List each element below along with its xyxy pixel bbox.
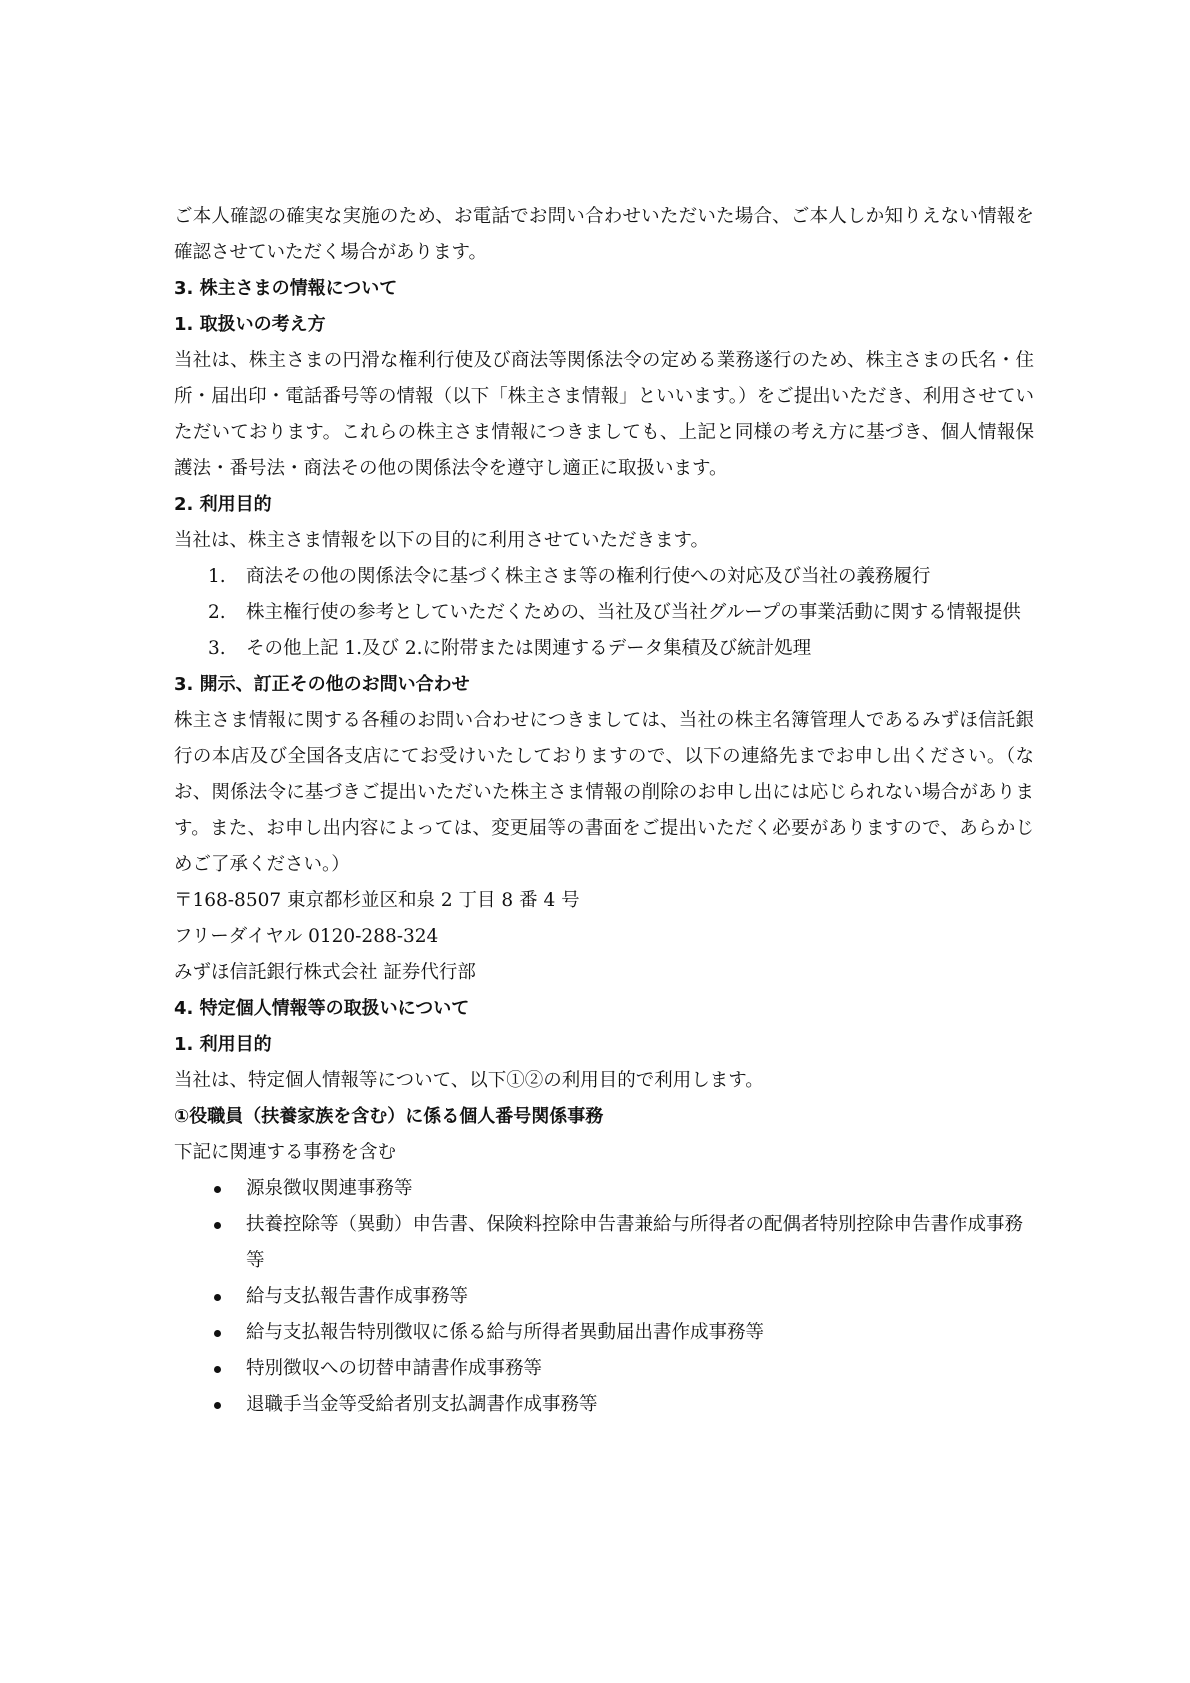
section3-title: 3. 株主さまの情報について [174, 278, 398, 299]
bullet-icon [214, 1222, 221, 1229]
section4-item1-note: 下記に関連する事務を含む [174, 1142, 397, 1163]
purpose-item [174, 559, 1034, 595]
purpose-item [174, 631, 1034, 667]
section3-sub2-text: 当社は、株主さま情報を以下の目的に利用させていただきます。 [174, 530, 710, 551]
bullet-icon [214, 1402, 221, 1409]
section3-sub3-title: 3. 開示、訂正その他のお問い合わせ [174, 674, 470, 695]
bullet-icon [214, 1366, 221, 1373]
duty-text: 特別徴収への切替申請書作成事務等 [246, 1358, 543, 1379]
contact-company: みずほ信託銀行株式会社 証券代行部 [174, 962, 476, 983]
section3-sub2-title: 2. 利用目的 [174, 494, 272, 515]
section4-title: 4. 特定個人情報等の取扱いについて [174, 998, 470, 1019]
section3-sub1-text: 当社は、株主さまの円滑な権利行使及び商法等関係法令の定める業務遂行のため、株主さまの氏名・住所・届出印・電話番号等の情報（以下「株主さま情報」といいます。）をご提出いただき、利用させていただいております。これらの株主さま情報につきましても、上記と同様の考え方に基づき、個人情報保護法・番号法・商法その他の関係法令を遵守し適正に取扱います。 [174, 350, 1034, 479]
duty-list [174, 1171, 1034, 1423]
bullet-icon [214, 1294, 221, 1301]
duty-item [174, 1351, 1034, 1387]
contact-phone: フリーダイヤル 0120-288-324 [174, 926, 439, 947]
duty-text: 給与支払報告書作成事務等 [246, 1286, 469, 1307]
duty-text: 退職手当金等受給者別支払調書作成事務等 [246, 1394, 598, 1415]
section4-sub1-title: 1. 利用目的 [174, 1034, 272, 1055]
purpose-text: その他上記 1.及び 2.に附帯または関連するデータ集積及び統計処理 [246, 638, 812, 659]
document-page [174, 199, 1034, 1423]
duty-item [174, 1171, 1034, 1207]
duty-item [174, 1207, 1034, 1279]
contact-address: 〒168-8507 東京都杉並区和泉 2 丁目 8 番 4 号 [174, 890, 580, 911]
duty-item [174, 1387, 1034, 1423]
bullet-icon [214, 1330, 221, 1337]
duty-item [174, 1279, 1034, 1315]
purpose-text: 商法その他の関係法令に基づく株主さま等の権利行使への対応及び当社の義務履行 [246, 566, 931, 587]
duty-text: 源泉徴収関連事務等 [246, 1178, 413, 1199]
bullet-icon [214, 1186, 221, 1193]
duty-item [174, 1315, 1034, 1351]
purpose-number: 2. [208, 602, 226, 623]
purpose-text: 株主権行使の参考としていただくための、当社及び当社グループの事業活動に関する情報提供 [246, 602, 1021, 623]
section3-sub3-text: 株主さま情報に関する各種のお問い合わせにつきましては、当社の株主名簿管理人であるみずほ信託銀行の本店及び全国各支店にてお受けいたしておりますので、以下の連絡先までお申し出ください。（なお、関係法令に基づきご提出いただいた株主さま情報の削除のお申し出には応じられない場合があります。また、お申し出内容によっては、変更届等の書面をご提出いただく必要がありますので、あらかじめご了承ください。） [174, 710, 1034, 875]
intro-paragraph: ご本人確認の確実な実施のため、お電話でお問い合わせいただいた場合、ご本人しか知りえない情報を確認させていただく場合があります。 [174, 206, 1034, 263]
duty-text: 給与支払報告特別徴収に係る給与所得者異動届出書作成事務等 [246, 1322, 765, 1343]
purpose-item [174, 595, 1034, 631]
section4-sub1-text: 当社は、特定個人情報等について、以下①②の利用目的で利用します。 [174, 1070, 764, 1091]
purpose-number: 1. [208, 566, 226, 587]
purpose-list [174, 559, 1034, 667]
section3-sub1-title: 1. 取扱いの考え方 [174, 314, 326, 335]
section4-item1-title: ①役職員（扶養家族を含む）に係る個人番号関係事務 [174, 1106, 604, 1127]
duty-text: 扶養控除等（異動）申告書、保険料控除申告書兼給与所得者の配偶者特別控除申告書作成事務等 [246, 1214, 1024, 1271]
purpose-number: 3. [208, 638, 226, 659]
